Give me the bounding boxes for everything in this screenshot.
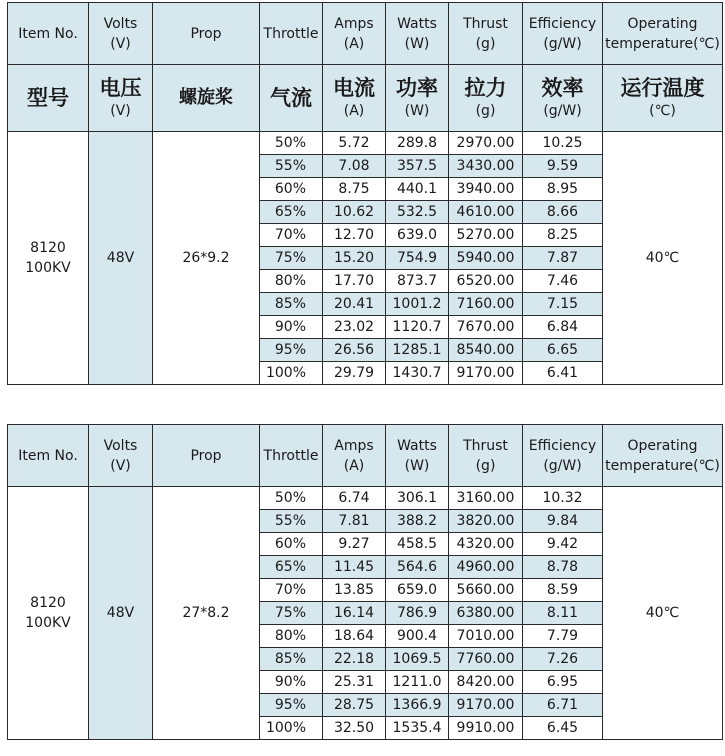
throttle-cell: 80% xyxy=(260,270,323,293)
thrust-cell: 5940.00 xyxy=(449,247,523,270)
throttle-cell: 50% xyxy=(260,132,323,155)
motor-spec-table-2 xyxy=(7,424,723,740)
thrust-cell: 8420.00 xyxy=(449,671,523,694)
thrust-cell: 3160.00 xyxy=(449,487,523,510)
watts-cell: 659.0 xyxy=(386,579,449,602)
thrust-cell: 3820.00 xyxy=(449,510,523,533)
throttle-cell: 55% xyxy=(260,510,323,533)
header-cn-thrust: 拉力 (g) xyxy=(449,65,523,132)
header-row-english xyxy=(8,425,723,487)
header-thrust: Thrust (g) xyxy=(449,425,523,487)
thrust-cell: 7160.00 xyxy=(449,293,523,316)
header-cn-temperature: 运行温度 (℃) xyxy=(603,65,723,132)
watts-cell: 1430.7 xyxy=(386,362,449,385)
efficiency-cell: 10.25 xyxy=(523,132,603,155)
amps-cell: 7.08 xyxy=(323,155,386,178)
watts-cell: 357.5 xyxy=(386,155,449,178)
table-row xyxy=(8,132,723,155)
efficiency-cell: 9.42 xyxy=(523,533,603,556)
thrust-cell: 7670.00 xyxy=(449,316,523,339)
throttle-cell: 50% xyxy=(260,487,323,510)
amps-cell: 12.70 xyxy=(323,224,386,247)
header-cn-throttle: 气流 xyxy=(260,65,323,132)
watts-cell: 289.8 xyxy=(386,132,449,155)
watts-cell: 564.6 xyxy=(386,556,449,579)
thrust-cell: 4320.00 xyxy=(449,533,523,556)
header-volts: Volts (V) xyxy=(89,425,153,487)
item-no-cell: 8120 100KV xyxy=(8,487,89,740)
watts-cell: 754.9 xyxy=(386,247,449,270)
watts-cell: 786.9 xyxy=(386,602,449,625)
throttle-cell: 70% xyxy=(260,224,323,247)
amps-cell: 20.41 xyxy=(323,293,386,316)
thrust-cell: 9170.00 xyxy=(449,362,523,385)
throttle-cell: 70% xyxy=(260,579,323,602)
throttle-cell: 60% xyxy=(260,533,323,556)
efficiency-cell: 7.15 xyxy=(523,293,603,316)
throttle-cell: 95% xyxy=(260,694,323,717)
throttle-cell: 100% xyxy=(260,717,323,740)
thrust-cell: 7010.00 xyxy=(449,625,523,648)
efficiency-cell: 6.95 xyxy=(523,671,603,694)
amps-cell: 11.45 xyxy=(323,556,386,579)
efficiency-cell: 8.95 xyxy=(523,178,603,201)
efficiency-cell: 6.65 xyxy=(523,339,603,362)
header-throttle: Throttle xyxy=(260,425,323,487)
header-watts: Watts (W) xyxy=(386,3,449,65)
amps-cell: 28.75 xyxy=(323,694,386,717)
header-volts: Volts (V) xyxy=(89,3,153,65)
watts-cell: 458.5 xyxy=(386,533,449,556)
thrust-cell: 9170.00 xyxy=(449,694,523,717)
efficiency-cell: 7.26 xyxy=(523,648,603,671)
header-efficiency: Efficiency (g/W) xyxy=(523,425,603,487)
throttle-cell: 75% xyxy=(260,247,323,270)
watts-cell: 1001.2 xyxy=(386,293,449,316)
efficiency-cell: 7.79 xyxy=(523,625,603,648)
efficiency-cell: 8.66 xyxy=(523,201,603,224)
header-cn-prop: 螺旋桨 xyxy=(153,65,260,132)
thrust-cell: 4610.00 xyxy=(449,201,523,224)
header-throttle: Throttle xyxy=(260,3,323,65)
header-row-chinese xyxy=(8,65,723,132)
efficiency-cell: 7.46 xyxy=(523,270,603,293)
amps-cell: 15.20 xyxy=(323,247,386,270)
header-thrust: Thrust (g) xyxy=(449,3,523,65)
efficiency-cell: 6.45 xyxy=(523,717,603,740)
amps-cell: 23.02 xyxy=(323,316,386,339)
throttle-cell: 65% xyxy=(260,201,323,224)
watts-cell: 1120.7 xyxy=(386,316,449,339)
motor-spec-table-1 xyxy=(7,2,723,385)
watts-cell: 1211.0 xyxy=(386,671,449,694)
amps-cell: 22.18 xyxy=(323,648,386,671)
amps-cell: 10.62 xyxy=(323,201,386,224)
throttle-cell: 55% xyxy=(260,155,323,178)
thrust-cell: 6520.00 xyxy=(449,270,523,293)
throttle-cell: 100% xyxy=(260,362,323,385)
watts-cell: 900.4 xyxy=(386,625,449,648)
amps-cell: 29.79 xyxy=(323,362,386,385)
header-item-no: Item No. xyxy=(8,425,89,487)
header-amps: Amps (A) xyxy=(323,425,386,487)
thrust-cell: 9910.00 xyxy=(449,717,523,740)
efficiency-cell: 9.59 xyxy=(523,155,603,178)
volts-cell: 48V xyxy=(89,487,153,740)
watts-cell: 873.7 xyxy=(386,270,449,293)
watts-cell: 1069.5 xyxy=(386,648,449,671)
throttle-cell: 95% xyxy=(260,339,323,362)
table-row xyxy=(8,487,723,510)
header-cn-item-no: 型号 xyxy=(8,65,89,132)
efficiency-cell: 8.25 xyxy=(523,224,603,247)
amps-cell: 13.85 xyxy=(323,579,386,602)
amps-cell: 6.74 xyxy=(323,487,386,510)
thrust-cell: 3940.00 xyxy=(449,178,523,201)
amps-cell: 32.50 xyxy=(323,717,386,740)
thrust-cell: 3430.00 xyxy=(449,155,523,178)
header-row-english xyxy=(8,3,723,65)
header-cn-efficiency: 效率 (g/W) xyxy=(523,65,603,132)
temperature-cell: 40℃ xyxy=(603,487,723,740)
header-prop: Prop xyxy=(153,3,260,65)
throttle-cell: 90% xyxy=(260,671,323,694)
header-cn-amps: 电流 (A) xyxy=(323,65,386,132)
temperature-cell: 40℃ xyxy=(603,132,723,385)
table-divider xyxy=(7,398,722,422)
efficiency-cell: 7.87 xyxy=(523,247,603,270)
header-efficiency: Efficiency (g/W) xyxy=(523,3,603,65)
amps-cell: 18.64 xyxy=(323,625,386,648)
item-no-cell: 8120 100KV xyxy=(8,132,89,385)
throttle-cell: 85% xyxy=(260,293,323,316)
efficiency-cell: 10.32 xyxy=(523,487,603,510)
efficiency-cell: 6.71 xyxy=(523,694,603,717)
watts-cell: 440.1 xyxy=(386,178,449,201)
amps-cell: 7.81 xyxy=(323,510,386,533)
amps-cell: 5.72 xyxy=(323,132,386,155)
volts-cell: 48V xyxy=(89,132,153,385)
watts-cell: 532.5 xyxy=(386,201,449,224)
header-item-no: Item No. xyxy=(8,3,89,65)
header-amps: Amps (A) xyxy=(323,3,386,65)
thrust-cell: 5270.00 xyxy=(449,224,523,247)
throttle-cell: 65% xyxy=(260,556,323,579)
thrust-cell: 2970.00 xyxy=(449,132,523,155)
thrust-cell: 7760.00 xyxy=(449,648,523,671)
thrust-cell: 5660.00 xyxy=(449,579,523,602)
prop-cell: 27*8.2 xyxy=(153,487,260,740)
efficiency-cell: 6.41 xyxy=(523,362,603,385)
watts-cell: 388.2 xyxy=(386,510,449,533)
throttle-cell: 80% xyxy=(260,625,323,648)
efficiency-cell: 8.11 xyxy=(523,602,603,625)
watts-cell: 1535.4 xyxy=(386,717,449,740)
watts-cell: 306.1 xyxy=(386,487,449,510)
watts-cell: 1285.1 xyxy=(386,339,449,362)
amps-cell: 17.70 xyxy=(323,270,386,293)
amps-cell: 16.14 xyxy=(323,602,386,625)
amps-cell: 26.56 xyxy=(323,339,386,362)
watts-cell: 639.0 xyxy=(386,224,449,247)
prop-cell: 26*9.2 xyxy=(153,132,260,385)
efficiency-cell: 8.78 xyxy=(523,556,603,579)
header-watts: Watts (W) xyxy=(386,425,449,487)
amps-cell: 25.31 xyxy=(323,671,386,694)
amps-cell: 8.75 xyxy=(323,178,386,201)
throttle-cell: 90% xyxy=(260,316,323,339)
watts-cell: 1366.9 xyxy=(386,694,449,717)
header-prop: Prop xyxy=(153,425,260,487)
thrust-cell: 6380.00 xyxy=(449,602,523,625)
header-cn-volts: 电压 (V) xyxy=(89,65,153,132)
efficiency-cell: 6.84 xyxy=(523,316,603,339)
efficiency-cell: 8.59 xyxy=(523,579,603,602)
throttle-cell: 85% xyxy=(260,648,323,671)
header-operating-temperature: Operating temperature(℃) xyxy=(603,3,723,65)
efficiency-cell: 9.84 xyxy=(523,510,603,533)
thrust-cell: 8540.00 xyxy=(449,339,523,362)
header-operating-temperature: Operating temperature(℃) xyxy=(603,425,723,487)
amps-cell: 9.27 xyxy=(323,533,386,556)
throttle-cell: 75% xyxy=(260,602,323,625)
throttle-cell: 60% xyxy=(260,178,323,201)
thrust-cell: 4960.00 xyxy=(449,556,523,579)
header-cn-watts: 功率 (W) xyxy=(386,65,449,132)
